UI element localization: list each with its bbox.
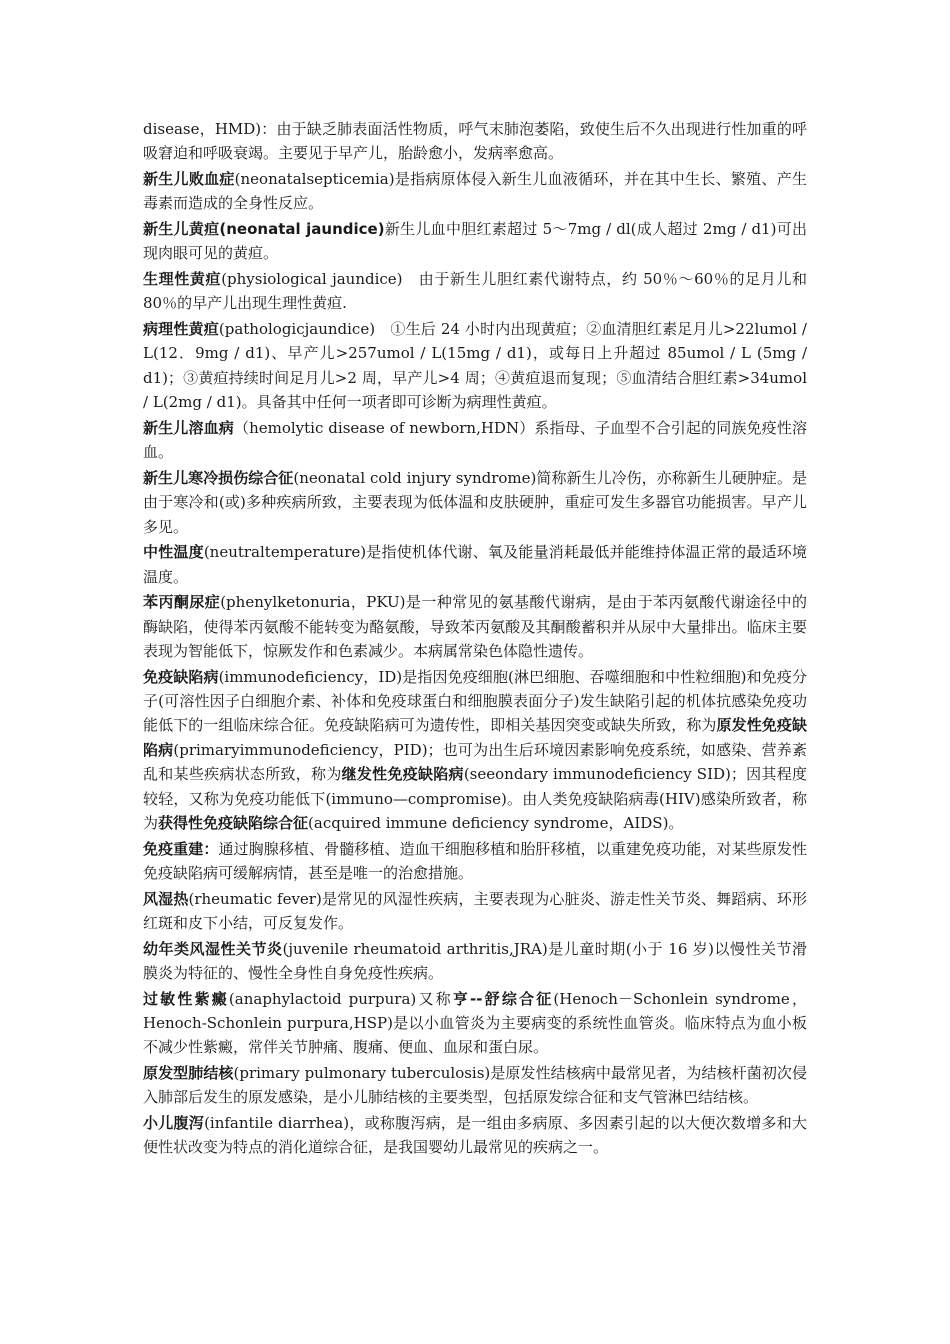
entry-term: 新生儿黄疸(neonatal jaundice): [143, 220, 385, 238]
glossary-entries: [143, 117, 807, 1160]
entry-definition: (neonatalsepticemia)是指病原体侵入新生儿血液循环，并在其中生长、繁殖、产生毒素而造成的全身性反应。: [143, 170, 807, 213]
glossary-entry: [143, 937, 807, 986]
entry-definition: (immunodeficiency，ID)是指因免疫细胞(淋巴细胞、吞噬细胞和中性粒细胞)和免疫分子(可溶性因子白细胞介素、补体和免疫球蛋白和细胞膜表面分子)发生缺陷引起的机体抗感染免疫功能低下的一组临床综合征。免疫缺陷病可为遗传性，即相关基因突变或缺失所致，称为: [143, 667, 807, 735]
entry-term: 原发性免疫缺陷病: [143, 716, 807, 759]
entry-definition: (juvenile rheumatoid arthritis,JRA)是儿童时期(小于 16 岁)以慢性关节滑膜炎为特征的、慢性全身性自身免疫性疾病。: [143, 939, 807, 983]
glossary-entry: [143, 1111, 807, 1160]
entry-definition: （hemolytic disease of newborn,HDN）系指母、子血型不合引起的同族免疫性溶血。: [143, 418, 807, 462]
entry-definition: disease，HMD)：由于缺乏肺表面活性物质，呼气末肺泡萎陷，致使生后不久出现进行性加重的呼吸窘迫和呼吸衰竭。主要见于早产儿，胎龄愈小，发病率愈高。: [143, 120, 807, 163]
glossary-entry: [143, 665, 807, 836]
entry-definition: (phenylketonuria，PKU)是一种常见的氨基酸代谢病，是由于苯丙氨酸代谢途径中的酶缺陷，使得苯丙氨酸不能转变为酪氨酸，导致苯丙氨酸及其酮酸蓄积并从尿中大量排出。临床主要表现为智能低下，惊厥发作和色素减少。本病属常染色体隐性遗传。: [143, 593, 807, 661]
glossary-entry: [143, 837, 807, 886]
entry-definition: (primary pulmonary tuberculosis)是原发性结核病中最常见者，为结核杆菌初次侵入肺部后发生的原发感染，是小儿肺结核的主要类型，包括原发综合征和支气管淋巴结结核。: [143, 1064, 807, 1107]
glossary-entry: [143, 167, 807, 216]
entry-term: 新生儿寒冷损伤综合征: [143, 468, 294, 487]
glossary-entry: [143, 267, 807, 316]
glossary-entry: [143, 887, 807, 936]
glossary-entry: [143, 217, 807, 266]
entry-term: 获得性免疫缺陷综合征: [158, 814, 309, 833]
entry-term: 原发型肺结核: [143, 1064, 234, 1083]
entry-definition: (neutraltemperature)是指使机体代谢、氧及能量消耗最低并能维持体温正常的最适环境温度。: [143, 543, 807, 586]
entry-definition: (infantile diarrhea)，或称腹泻病，是一组由多病原、多因素引起的以大便次数增多和大便性状改变为特点的消化道综合征，是我国婴幼儿最常见的疾病之一。: [143, 1114, 807, 1157]
entry-term: 生理性黄疸: [143, 270, 222, 288]
entry-term: 过敏性紫癜: [143, 989, 229, 1008]
entry-definition: (neonatal cold injury syndrome)简称新生儿冷伤，亦称新生儿硬肿症。是由于寒冷和(或)多种疾病所致，主要表现为低体温和皮肤硬肿，重症可发生多器官功能损害。早产儿多见。: [143, 468, 807, 536]
entry-definition: (primaryimmunodeficiency，PID)；也可为出生后环境因素影响免疫系统，如感染、营养紊乱和某些疾病状态所致，称为: [143, 740, 807, 784]
entry-definition: (seeondary immunodeficiency SID)；因其程度较轻，又称为免疫功能低下(immuno—compromise)。由人类免疫缺陷病毒(HIV)感染所致者，称为: [143, 765, 807, 833]
entry-term: 免疫重建：: [143, 839, 219, 858]
entry-term: 风湿热: [143, 889, 189, 908]
glossary-entry: [143, 466, 807, 539]
entry-definition: (Henoch－Schonlein syndrome，Henoch-Schonlein purpura,HSP)是以小血管炎为主要病变的系统性血管炎。临床特点为血小板不减少性紫癜，常伴关节肿痛、腹痛、便血、血尿和蛋白尿。: [143, 989, 807, 1057]
entry-term: 亨--舒综合征: [452, 989, 554, 1008]
glossary-entry: [143, 1061, 807, 1110]
entry-term: 苯丙酮尿症: [143, 593, 221, 612]
entry-definition: (rheumatic fever)是常见的风湿性疾病，主要表现为心脏炎、游走性关节炎、舞蹈病、环形红斑和皮下小结，可反复发作。: [143, 889, 807, 933]
glossary-entry: [143, 987, 807, 1060]
entry-definition: 通过胸腺移植、骨髓移植、造血干细胞移植和胎肝移植，以重建免疫功能，对某些原发性免疫缺陷病可缓解病情，甚至是唯一的治愈措施。: [143, 839, 807, 883]
entry-term: 新生儿败血症: [143, 170, 235, 188]
glossary-entry: [143, 540, 807, 589]
entry-term: 免疫缺陷病: [143, 667, 219, 686]
entry-term: 中性温度: [143, 543, 204, 562]
entry-definition: (physiological jaundice) 由于新生儿胆红素代谢特点，约 50％～60％的足月儿和 80％的早产儿出现生理性黄疸.: [143, 270, 807, 313]
document-page: [143, 117, 807, 1161]
entry-term: 新生儿溶血病: [143, 418, 234, 437]
entry-definition: 新生儿血中胆红素超过 5～7mg / dl(成人超过 2mg / d1)可出现肉眼可见的黄疸。: [143, 220, 807, 263]
glossary-entry: [143, 590, 807, 663]
glossary-entry: [143, 416, 807, 465]
entry-term: 病理性黄疸: [143, 320, 219, 338]
entry-definition: (anaphylactoid purpura)又称: [228, 989, 453, 1008]
entry-definition: (acquired immune deficiency syndrome，AIDS)。: [308, 814, 684, 833]
entry-term: 幼年类风湿性关节炎: [143, 939, 283, 958]
entry-term: 小儿腹泻: [143, 1114, 205, 1133]
glossary-entry: [143, 317, 807, 415]
entry-definition: (pathologicjaundice) ①生后 24 小时内出现黄疸；②血清胆红素足月儿>22lumol / L(12．9mg / d1)、早产儿>257umol / L(15mg / d1)，或每日上升超过 85umol / L (5mg / d1)；③黄疸持续时间足月儿>2 周，早产儿>4 周；④黄疸退而复现；⑤血清结合胆红素>34umol / L(2mg / d1)。具备其中任何一项者即可诊断为病理性黄疸。: [143, 320, 807, 412]
glossary-entry: [143, 117, 807, 166]
entry-term: 继发性免疫缺陷病: [341, 765, 464, 784]
